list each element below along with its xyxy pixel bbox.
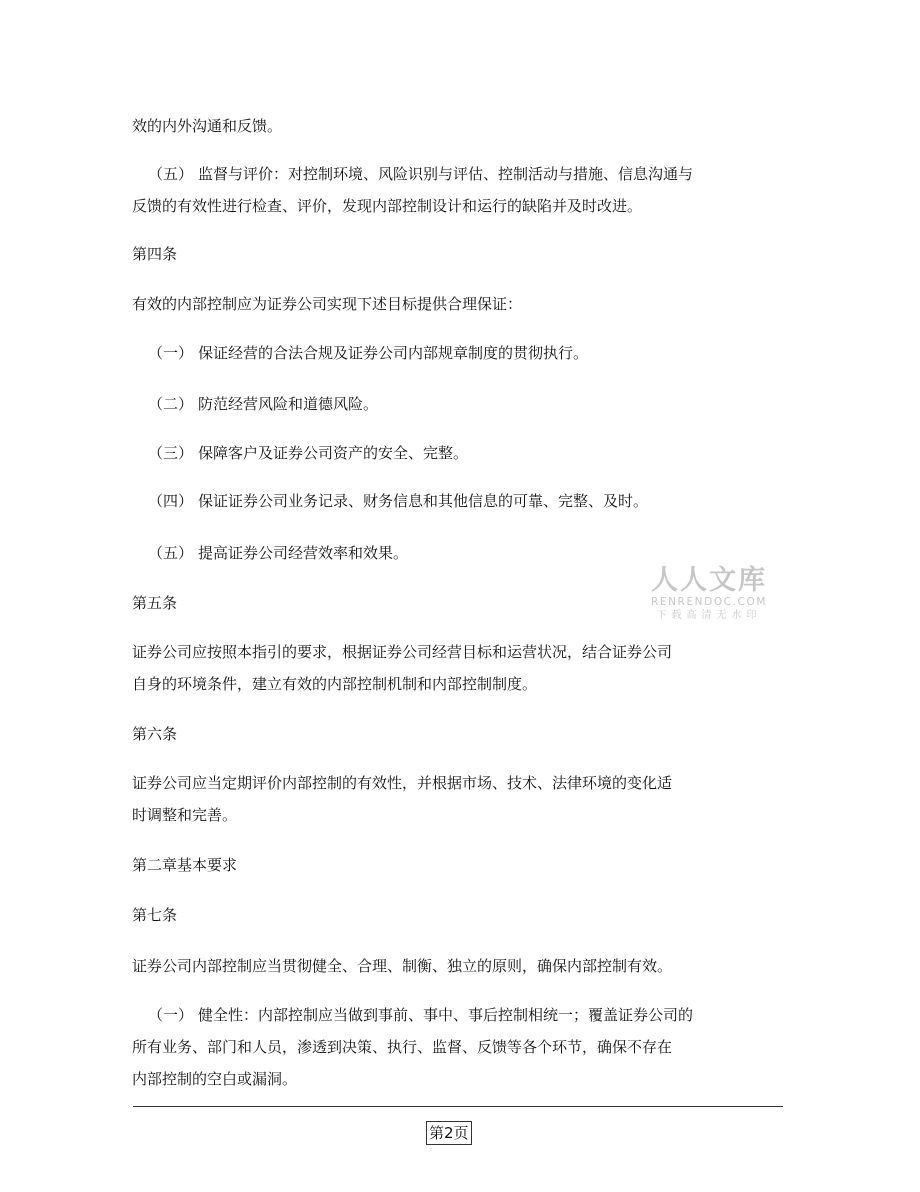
item-number: （五） [148,165,194,183]
item-text: 保证经营的合法合规及证券公司内部规章制度的贯彻执行。 [198,344,589,362]
item-number: （二） [148,395,194,413]
watermark-domain: RENRENDOC.COM [650,596,768,608]
list-item [148,1005,693,1025]
article-heading: 第四条 [132,245,178,263]
paragraph-line: 反馈的有效性进行检查、评价，发现内部控制设计和运行的缺陷并及时改进。 [132,197,643,215]
item-number: （一） [148,344,194,362]
watermark-tagline: 下载高清无水印 [656,610,762,621]
page-number: 第2页 [426,1121,472,1145]
list-item [148,343,588,363]
chapter-heading: 第二章基本要求 [132,856,238,874]
paragraph-line: 证券公司应当定期评价内部控制的有效性，并根据市场、技术、法律环境的变化适 [132,774,673,792]
paragraph-line: 证券公司内部控制应当贯彻健全、合理、制衡、独立的原则，确保内部控制有效。 [132,957,673,975]
paragraph-line: 有效的内部控制应为证券公司实现下述目标提供合理保证： [132,295,523,313]
list-item [148,164,693,184]
list-item [148,394,378,414]
item-text: 监督与评价：对控制环境、风险识别与评估、控制活动与措施、信息沟通与 [198,165,694,183]
watermark-title: 人人文库 [651,565,767,596]
watermark [646,566,772,622]
article-heading: 第五条 [132,594,178,612]
item-number: （五） [148,544,194,562]
footer-divider [133,1106,783,1107]
article-heading: 第六条 [132,725,178,743]
item-text: 保障客户及证券公司资产的安全、完整。 [198,444,469,462]
item-number: （三） [148,444,194,462]
paragraph-line: 所有业务、部门和人员，渗透到决策、执行、监督、反馈等各个环节，确保不存在 [132,1038,673,1056]
list-item [148,443,468,463]
list-item [148,491,648,511]
paragraph-line: 效的内外沟通和反馈。 [132,117,283,135]
paragraph-line: 时调整和完善。 [132,806,238,824]
article-heading: 第七条 [132,906,178,924]
item-text: 健全性：内部控制应当做到事前、事中、事后控制相统一；覆盖证券公司的 [198,1006,694,1024]
item-text: 提高证券公司经营效率和效果。 [198,544,409,562]
paragraph-line: 自身的环境条件，建立有效的内部控制机制和内部控制制度。 [132,675,538,693]
paragraph-line: 内部控制的空白或漏洞。 [132,1070,298,1088]
item-text: 防范经营风险和道德风险。 [198,395,379,413]
item-number: （一） [148,1006,194,1024]
item-number: （四） [148,492,194,510]
item-text: 保证证券公司业务记录、财务信息和其他信息的可靠、完整、及时。 [198,492,649,510]
paragraph-line: 证券公司应按照本指引的要求，根据证券公司经营目标和运营状况，结合证券公司 [132,643,673,661]
list-item [148,543,408,563]
